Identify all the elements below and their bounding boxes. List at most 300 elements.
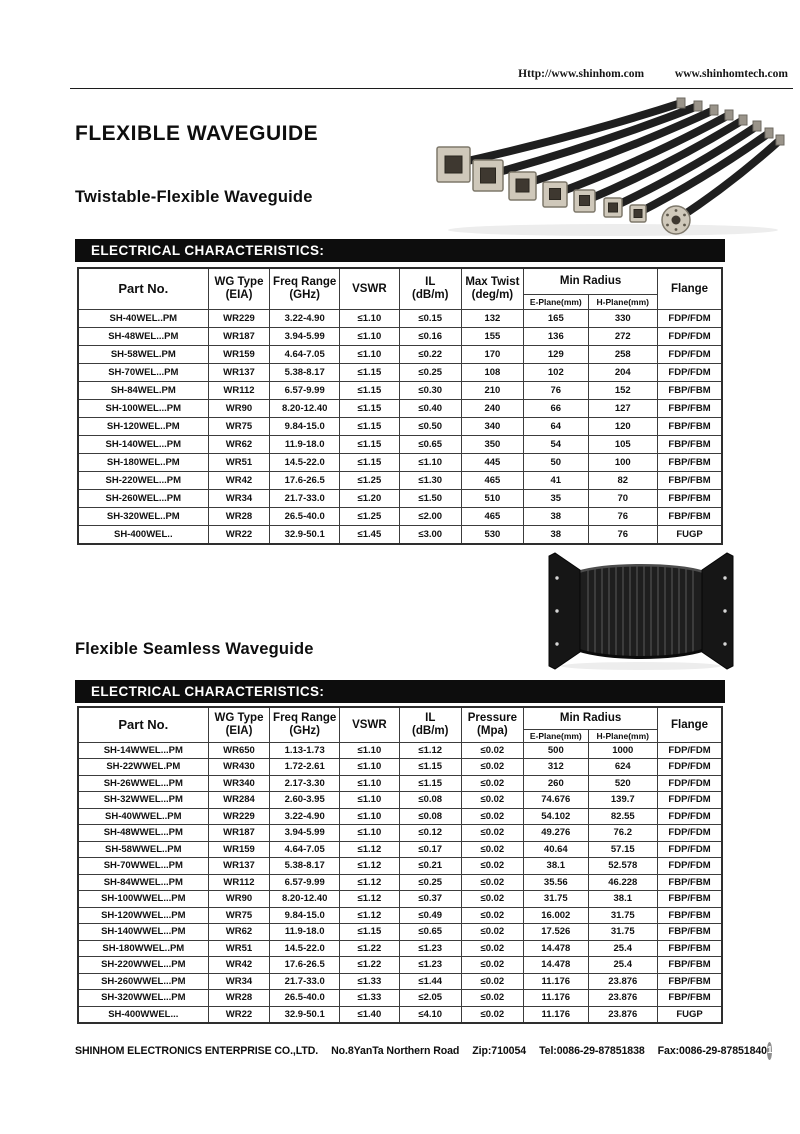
table-cell: ≤0.02 [461, 742, 523, 759]
table-cell: ≤0.02 [461, 907, 523, 924]
table-row [78, 742, 722, 759]
table-cell: 330 [588, 309, 658, 327]
table-cell: WR340 [208, 775, 270, 792]
table-cell: FBP/FBM [658, 489, 722, 507]
table-cell: ≤1.23 [399, 957, 461, 974]
table-row [78, 973, 722, 990]
table-cell: 14.5-22.0 [270, 940, 340, 957]
table-cell: ≤1.12 [399, 742, 461, 759]
table-cell: 31.75 [524, 891, 588, 908]
col-header-h-plane: H-Plane(mm) [588, 729, 658, 742]
table-cell: 21.7-33.0 [270, 973, 340, 990]
table-cell: 204 [588, 363, 658, 381]
col-header-freq-range: Freq Range (GHz) [270, 268, 340, 309]
table-cell: ≤1.10 [339, 759, 399, 776]
table-cell: ≤0.17 [399, 841, 461, 858]
table-cell: 17.526 [524, 924, 588, 941]
table-row [78, 792, 722, 809]
table-cell: 38 [524, 525, 588, 544]
table-cell: ≤1.30 [399, 471, 461, 489]
electrical-characteristics-banner-1: ELECTRICAL CHARACTERISTICS: [75, 239, 725, 262]
table-cell: WR229 [208, 808, 270, 825]
table-cell: WR187 [208, 825, 270, 842]
table-cell: 35 [524, 489, 588, 507]
table-cell: SH-140WWEL...PM [78, 924, 208, 941]
table-cell: WR51 [208, 940, 270, 957]
col-header-e-plane: E-Plane(mm) [524, 729, 588, 742]
footer-tel: Tel:0086-29-87851838 [539, 1045, 645, 1057]
header-urls [490, 68, 788, 80]
table-cell: ≤0.30 [399, 381, 461, 399]
table-cell: FBP/FBM [658, 957, 722, 974]
table-cell: SH-84WWEL...PM [78, 874, 208, 891]
company-url: Http://www.shinhom.com [518, 68, 645, 80]
table-cell: FUGP [658, 1006, 722, 1023]
table-cell: 127 [588, 399, 658, 417]
footer-zip: Zip:710054 [472, 1045, 527, 1057]
table-cell: WR34 [208, 489, 270, 507]
table-cell: SH-320WEL..PM [78, 507, 208, 525]
table-row [78, 940, 722, 957]
table-cell: ≤1.10 [339, 775, 399, 792]
table-cell: FDP/FDM [658, 327, 722, 345]
table-cell: ≤1.40 [339, 1006, 399, 1023]
table-cell: 350 [461, 435, 523, 453]
table-cell: 49.276 [524, 825, 588, 842]
table-cell: ≤0.37 [399, 891, 461, 908]
table-cell: ≤0.25 [399, 363, 461, 381]
table-cell: SH-400WWEL... [78, 1006, 208, 1023]
table-cell: 258 [588, 345, 658, 363]
table-cell: 35.56 [524, 874, 588, 891]
table-cell: FBP/FBM [658, 907, 722, 924]
table-cell: ≤1.15 [339, 399, 399, 417]
table-cell: SH-100WWEL...PM [78, 891, 208, 908]
table-cell: ≤1.15 [399, 759, 461, 776]
table-cell: ≤0.49 [399, 907, 461, 924]
table-cell: 9.84-15.0 [270, 417, 340, 435]
table-cell: SH-22WWEL.PM [78, 759, 208, 776]
table-cell: WR42 [208, 471, 270, 489]
table-cell: 210 [461, 381, 523, 399]
table-cell: ≤1.44 [399, 973, 461, 990]
table-cell: ≤1.33 [339, 973, 399, 990]
table-row [78, 345, 722, 363]
table-cell: 11.176 [524, 1006, 588, 1023]
table-cell: 32.9-50.1 [270, 1006, 340, 1023]
table-cell: ≤0.02 [461, 990, 523, 1007]
table-cell: 132 [461, 309, 523, 327]
table-cell: ≤1.20 [339, 489, 399, 507]
table-cell: 1.13-1.73 [270, 742, 340, 759]
table-cell: ≤0.02 [461, 808, 523, 825]
table-cell: 82.55 [588, 808, 658, 825]
table-cell: FDP/FDM [658, 792, 722, 809]
table-row [78, 759, 722, 776]
section-subtitle-seamless: Flexible Seamless Waveguide [75, 640, 314, 658]
footer-fax: Fax:0086-29-87851840 [657, 1045, 767, 1057]
table-cell: 46.228 [588, 874, 658, 891]
table-cell: 155 [461, 327, 523, 345]
table-cell: 6.57-9.99 [270, 381, 340, 399]
table-cell: FDP/FDM [658, 742, 722, 759]
table-cell: WR90 [208, 399, 270, 417]
col-header-vswr: VSWR [339, 707, 399, 742]
table-cell: FDP/FDM [658, 775, 722, 792]
table-cell: 102 [524, 363, 588, 381]
table-cell: 31.75 [588, 924, 658, 941]
table-cell: WR284 [208, 792, 270, 809]
table-cell: 74.676 [524, 792, 588, 809]
table-cell: 3.94-5.99 [270, 825, 340, 842]
table-cell: SH-180WWEL..PM [78, 940, 208, 957]
table-cell: WR187 [208, 327, 270, 345]
table-cell: 76.2 [588, 825, 658, 842]
table-cell: 8.20-12.40 [270, 399, 340, 417]
table-cell: FUGP [658, 525, 722, 544]
table-cell: ≤1.10 [339, 742, 399, 759]
table-cell: 312 [524, 759, 588, 776]
table-cell: ≤1.10 [339, 792, 399, 809]
table-cell: 38.1 [588, 891, 658, 908]
table-cell: ≤1.22 [339, 957, 399, 974]
table-cell: FBP/FBM [658, 399, 722, 417]
table-cell: WR28 [208, 990, 270, 1007]
table-cell: 64 [524, 417, 588, 435]
table-cell: 21.7-33.0 [270, 489, 340, 507]
table-row [78, 924, 722, 941]
table-cell: 6.57-9.99 [270, 874, 340, 891]
table-row [78, 858, 722, 875]
table-cell: 26.5-40.0 [270, 507, 340, 525]
table-cell: ≤1.12 [339, 907, 399, 924]
table-cell: ≤1.10 [339, 327, 399, 345]
col-header-pressure: Pressure (Mpa) [461, 707, 523, 742]
col-header-wg-type: WG Type (EIA) [208, 707, 270, 742]
table-row [78, 957, 722, 974]
table-cell: 14.5-22.0 [270, 453, 340, 471]
table-cell: FDP/FDM [658, 841, 722, 858]
table-cell: WR75 [208, 417, 270, 435]
table-row [78, 525, 722, 544]
footer-company: SHINHOM ELECTRONICS ENTERPRISE CO.,LTD. [75, 1045, 319, 1057]
table-cell: ≤1.23 [399, 940, 461, 957]
table-cell: SH-180WEL..PM [78, 453, 208, 471]
table-cell: 8.20-12.40 [270, 891, 340, 908]
table-cell: ≤1.10 [399, 453, 461, 471]
table-cell: 52.578 [588, 858, 658, 875]
table-cell: ≤0.15 [399, 309, 461, 327]
col-header-flange: Flange [658, 268, 722, 309]
table-cell: FDP/FDM [658, 825, 722, 842]
table-cell: 76 [588, 525, 658, 544]
table-cell: ≤1.15 [399, 775, 461, 792]
table-row [78, 435, 722, 453]
table-cell: ≤0.02 [461, 775, 523, 792]
table-cell: ≤0.02 [461, 940, 523, 957]
table-cell: 11.9-18.0 [270, 924, 340, 941]
table-cell: FDP/FDM [658, 363, 722, 381]
table-row [78, 507, 722, 525]
table-cell: 23.876 [588, 1006, 658, 1023]
table-cell: FBP/FBM [658, 471, 722, 489]
table-row [78, 489, 722, 507]
col-header-min-radius: Min Radius [524, 268, 658, 294]
table-cell: ≤0.02 [461, 874, 523, 891]
table-cell: 272 [588, 327, 658, 345]
table-cell: ≤0.21 [399, 858, 461, 875]
table-cell: SH-26WWEL...PM [78, 775, 208, 792]
table-cell: 14.478 [524, 940, 588, 957]
table-row [78, 825, 722, 842]
table-cell: ≤1.10 [339, 345, 399, 363]
table-cell: ≤0.65 [399, 924, 461, 941]
electrical-characteristics-banner-2: ELECTRICAL CHARACTERISTICS: [75, 680, 725, 703]
table-cell: WR22 [208, 525, 270, 544]
table-cell: 3.94-5.99 [270, 327, 340, 345]
table-cell: SH-58WEL.PM [78, 345, 208, 363]
section-subtitle-twistable: Twistable-Flexible Waveguide [75, 188, 313, 206]
table-cell: 108 [461, 363, 523, 381]
table-cell: SH-40WWEL..PM [78, 808, 208, 825]
table-cell: 240 [461, 399, 523, 417]
table-cell: ≤0.02 [461, 957, 523, 974]
table-cell: 5.38-8.17 [270, 858, 340, 875]
table-cell: 4.64-7.05 [270, 841, 340, 858]
table-cell: 26.5-40.0 [270, 990, 340, 1007]
table-cell: WR62 [208, 924, 270, 941]
table-cell: SH-140WEL...PM [78, 435, 208, 453]
table-cell: FBP/FBM [658, 453, 722, 471]
table-cell: WR229 [208, 309, 270, 327]
table-cell: 5.38-8.17 [270, 363, 340, 381]
col-header-freq-range: Freq Range (GHz) [270, 707, 340, 742]
table-cell: 70 [588, 489, 658, 507]
table-cell: ≤0.02 [461, 841, 523, 858]
table-row [78, 775, 722, 792]
table-cell: WR42 [208, 957, 270, 974]
table-cell: 17.6-26.5 [270, 471, 340, 489]
table-cell: ≤3.00 [399, 525, 461, 544]
seamless-waveguide-product-photo [548, 550, 734, 672]
col-header-part-no: Part No. [78, 268, 208, 309]
table-cell: 120 [588, 417, 658, 435]
table-cell: 465 [461, 507, 523, 525]
table-cell: ≤1.12 [339, 891, 399, 908]
table-cell: 25.4 [588, 940, 658, 957]
table-cell: SH-14WWEL...PM [78, 742, 208, 759]
table-cell: WR159 [208, 841, 270, 858]
table-cell: ≤0.02 [461, 759, 523, 776]
table-cell: 38 [524, 507, 588, 525]
table-cell: 139.7 [588, 792, 658, 809]
table-cell: ≤1.12 [339, 858, 399, 875]
table-row [78, 990, 722, 1007]
col-header-part-no: Part No. [78, 707, 208, 742]
col-header-flange: Flange [658, 707, 722, 742]
table-cell: SH-58WWEL..PM [78, 841, 208, 858]
table-cell: SH-260WEL...PM [78, 489, 208, 507]
table-cell: FDP/FDM [658, 858, 722, 875]
col-header-h-plane: H-Plane(mm) [588, 294, 658, 309]
table-cell: 54 [524, 435, 588, 453]
table-cell: 624 [588, 759, 658, 776]
footer [75, 1042, 773, 1060]
table-cell: WR34 [208, 973, 270, 990]
table-cell: ≤1.15 [339, 381, 399, 399]
table-row [78, 1006, 722, 1023]
table-cell: FBP/FBM [658, 990, 722, 1007]
table-cell: SH-400WEL.. [78, 525, 208, 544]
col-header-vswr: VSWR [339, 268, 399, 309]
table-row [78, 808, 722, 825]
table-cell: ≤0.12 [399, 825, 461, 842]
table-cell: WR430 [208, 759, 270, 776]
table-row [78, 399, 722, 417]
table-cell: SH-120WWEL...PM [78, 907, 208, 924]
table-row [78, 327, 722, 345]
table-cell: 9.84-15.0 [270, 907, 340, 924]
table-cell: SH-220WWEL...PM [78, 957, 208, 974]
table-cell: 500 [524, 742, 588, 759]
table-cell: ≤1.12 [339, 841, 399, 858]
page-title: FLEXIBLE WAVEGUIDE [75, 122, 319, 145]
table-cell: ≤1.15 [339, 924, 399, 941]
table-cell: ≤1.15 [339, 453, 399, 471]
table-cell: ≤2.05 [399, 990, 461, 1007]
table-cell: ≤0.16 [399, 327, 461, 345]
table-cell: ≤0.02 [461, 858, 523, 875]
table-cell: ≤0.25 [399, 874, 461, 891]
table-cell: 76 [524, 381, 588, 399]
table-cell: SH-320WWEL...PM [78, 990, 208, 1007]
twistable-waveguide-product-photo [428, 90, 795, 240]
table-cell: SH-120WEL..PM [78, 417, 208, 435]
table-cell: ≤0.22 [399, 345, 461, 363]
table-cell: ≤0.02 [461, 924, 523, 941]
table-cell: SH-32WWEL...PM [78, 792, 208, 809]
table-cell: 340 [461, 417, 523, 435]
table-cell: WR159 [208, 345, 270, 363]
table-cell: 11.9-18.0 [270, 435, 340, 453]
table-cell: 76 [588, 507, 658, 525]
table-cell: WR137 [208, 858, 270, 875]
header-rule [70, 88, 793, 89]
table-cell: 32.9-50.1 [270, 525, 340, 544]
table-cell: 129 [524, 345, 588, 363]
table-cell: 152 [588, 381, 658, 399]
table-cell: 1.72-2.61 [270, 759, 340, 776]
table-cell: ≤4.10 [399, 1006, 461, 1023]
table-cell: 38.1 [524, 858, 588, 875]
table-cell: ≤1.15 [339, 417, 399, 435]
table-cell: ≤0.02 [461, 792, 523, 809]
col-header-min-radius: Min Radius [524, 707, 658, 729]
table-cell: FBP/FBM [658, 891, 722, 908]
table-cell: 3.22-4.90 [270, 808, 340, 825]
table-row [78, 841, 722, 858]
col-header-max-twist: Max Twist (deg/m) [461, 268, 523, 309]
table-cell: 66 [524, 399, 588, 417]
table-row [78, 891, 722, 908]
table-cell: ≤0.02 [461, 973, 523, 990]
table-cell: SH-40WEL..PM [78, 309, 208, 327]
table-cell: FBP/FBM [658, 381, 722, 399]
table-cell: 1000 [588, 742, 658, 759]
table-cell: ≤0.50 [399, 417, 461, 435]
table-cell: ≤0.08 [399, 808, 461, 825]
table-cell: SH-48WWEL...PM [78, 825, 208, 842]
table-row [78, 907, 722, 924]
table-cell: 520 [588, 775, 658, 792]
table-cell: SH-220WEL...PM [78, 471, 208, 489]
table-cell: WR51 [208, 453, 270, 471]
table-cell: FBP/FBM [658, 924, 722, 941]
table-cell: 17.6-26.5 [270, 957, 340, 974]
table-cell: 260 [524, 775, 588, 792]
table-cell: SH-260WWEL...PM [78, 973, 208, 990]
table-cell: 31.75 [588, 907, 658, 924]
table-cell: 25.4 [588, 957, 658, 974]
table-row [78, 363, 722, 381]
table-cell: 445 [461, 453, 523, 471]
table-cell: SH-48WEL...PM [78, 327, 208, 345]
table-cell: ≤0.02 [461, 891, 523, 908]
table-cell: ≤1.22 [339, 940, 399, 957]
table-cell: 54.102 [524, 808, 588, 825]
table-row [78, 309, 722, 327]
table-cell: ≤2.00 [399, 507, 461, 525]
table-cell: FBP/FBM [658, 940, 722, 957]
table-cell: FBP/FBM [658, 435, 722, 453]
table-cell: 16.002 [524, 907, 588, 924]
table-cell: 11.176 [524, 973, 588, 990]
table-cell: ≤1.33 [339, 990, 399, 1007]
table-cell: ≤1.25 [339, 471, 399, 489]
page-number-badge: 1 [767, 1042, 772, 1060]
table-row [78, 417, 722, 435]
table-cell: WR28 [208, 507, 270, 525]
table-cell: FBP/FBM [658, 973, 722, 990]
table-cell: 23.876 [588, 973, 658, 990]
col-header-il: IL (dB/m) [399, 707, 461, 742]
table-cell: FBP/FBM [658, 507, 722, 525]
table-cell: ≤1.15 [339, 435, 399, 453]
table-cell: 50 [524, 453, 588, 471]
table-cell: ≤0.65 [399, 435, 461, 453]
col-header-e-plane: E-Plane(mm) [524, 294, 588, 309]
table-cell: 100 [588, 453, 658, 471]
table-cell: FDP/FDM [658, 309, 722, 327]
table-row [78, 874, 722, 891]
table-row [78, 381, 722, 399]
table-cell: WR22 [208, 1006, 270, 1023]
table-cell: 510 [461, 489, 523, 507]
table-cell: 465 [461, 471, 523, 489]
table-cell: ≤1.12 [339, 874, 399, 891]
table-cell: ≤1.50 [399, 489, 461, 507]
table-cell: 530 [461, 525, 523, 544]
table-cell: SH-100WEL...PM [78, 399, 208, 417]
table-cell: 2.60-3.95 [270, 792, 340, 809]
table-cell: ≤1.10 [339, 825, 399, 842]
table-cell: FBP/FBM [658, 874, 722, 891]
table-cell: FBP/FBM [658, 417, 722, 435]
table-cell: 11.176 [524, 990, 588, 1007]
table-cell: WR75 [208, 907, 270, 924]
table-cell: 3.22-4.90 [270, 309, 340, 327]
table-cell: 2.17-3.30 [270, 775, 340, 792]
